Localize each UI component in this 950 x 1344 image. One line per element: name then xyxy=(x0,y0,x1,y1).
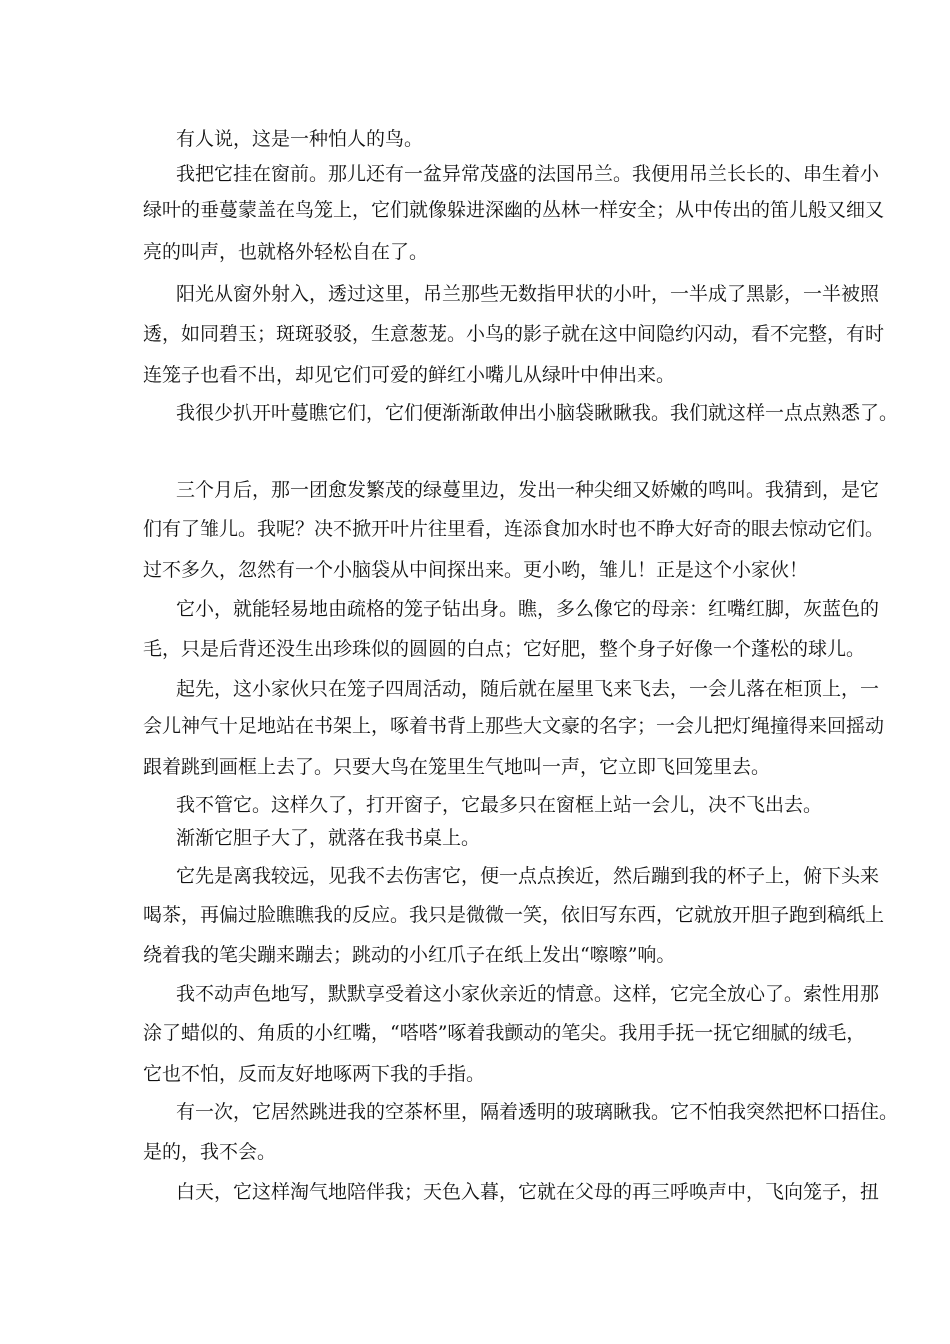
text-line: 我很少扒开叶蔓瞧它们，它们便渐渐敢伸出小脑袋瞅瞅我。我们就这样一点点熟悉了。 xyxy=(176,402,899,424)
text-line: 绕着我的笔尖蹦来蹦去；跳动的小红爪子在纸上发出“嚓嚓”响。 xyxy=(143,944,676,966)
text-line: 白天，它这样淘气地陪伴我；天色入暮，它就在父母的再三呼唤声中，飞向笼子，扭 xyxy=(176,1181,880,1203)
text-line: 有人说，这是一种怕人的鸟。 xyxy=(176,128,424,150)
text-line: 绿叶的垂蔓蒙盖在鸟笼上，它们就像躲进深幽的丛林一样安全；从中传出的笛儿般又细又 xyxy=(143,199,885,221)
text-line: 有一次，它居然跳进我的空茶杯里，隔着透明的玻璃瞅我。它不怕我突然把杯口捂住。 xyxy=(176,1101,899,1123)
text-line: 连笼子也看不出，却见它们可爱的鲜红小嘴儿从绿叶中伸出来。 xyxy=(143,364,676,386)
text-line: 喝茶，再偏过脸瞧瞧我的反应。我只是微微一笑，依旧写东西，它就放开胆子跑到稿纸上 xyxy=(143,904,885,926)
text-line: 过不多久，忽然有一个小脑袋从中间探出来。更小哟，雏儿！正是这个小家伙！ xyxy=(143,559,809,581)
text-line: 亮的叫声，也就格外轻松自在了。 xyxy=(143,241,429,263)
text-line: 它也不怕，反而友好地啄两下我的手指。 xyxy=(143,1063,486,1085)
text-line: 它先是离我较远，见我不去伤害它，便一点点挨近，然后蹦到我的杯子上，俯下头来 xyxy=(176,865,880,887)
text-line: 渐渐它胆子大了，就落在我书桌上。 xyxy=(176,827,481,849)
text-line: 透，如同碧玉；斑斑驳驳，生意葱茏。小鸟的影子就在这中间隐约闪动，看不完整，有时 xyxy=(143,323,885,345)
text-line: 我不管它。这样久了，打开窗子，它最多只在窗框上站一会儿，决不飞出去。 xyxy=(176,794,823,816)
text-line: 我把它挂在窗前。那儿还有一盆异常茂盛的法国吊兰。我便用吊兰长长的、串生着小 xyxy=(176,163,880,185)
text-line: 它小，就能轻易地由疏格的笼子钻出身。瞧，多么像它的母亲：红嘴红脚，灰蓝色的 xyxy=(176,598,880,620)
text-line: 阳光从窗外射入，透过这里，吊兰那些无数指甲状的小叶，一半成了黑影，一半被照 xyxy=(176,283,880,305)
text-line: 跟着跳到画框上去了。只要大鸟在笼里生气地叫一声，它立即飞回笼里去。 xyxy=(143,756,771,778)
text-line: 们有了雏儿。我呢？决不掀开叶片往里看，连添食加水时也不睁大好奇的眼去惊动它们。 xyxy=(143,518,885,540)
text-line: 起先，这小家伙只在笼子四周活动，随后就在屋里飞来飞去，一会儿落在柜顶上，一 xyxy=(176,678,880,700)
text-line: 三个月后，那一团愈发繁茂的绿蔓里边，发出一种尖细又娇嫩的鸣叫。我猜到，是它 xyxy=(176,479,880,501)
text-line: 涂了蜡似的、角质的小红嘴，“嗒嗒”啄着我颤动的笔尖。我用手抚一抚它细腻的绒毛， xyxy=(143,1022,866,1044)
text-line: 会儿神气十足地站在书架上，啄着书背上那些大文豪的名字；一会儿把灯绳撞得来回摇动 xyxy=(143,715,885,737)
text-line: 我不动声色地写，默默享受着这小家伙亲近的情意。这样，它完全放心了。索性用那 xyxy=(176,983,880,1005)
text-line: 是的，我不会。 xyxy=(143,1141,277,1163)
text-line: 毛，只是后背还没生出珍珠似的圆圆的白点；它好肥，整个身子好像一个蓬松的球儿。 xyxy=(143,638,866,660)
